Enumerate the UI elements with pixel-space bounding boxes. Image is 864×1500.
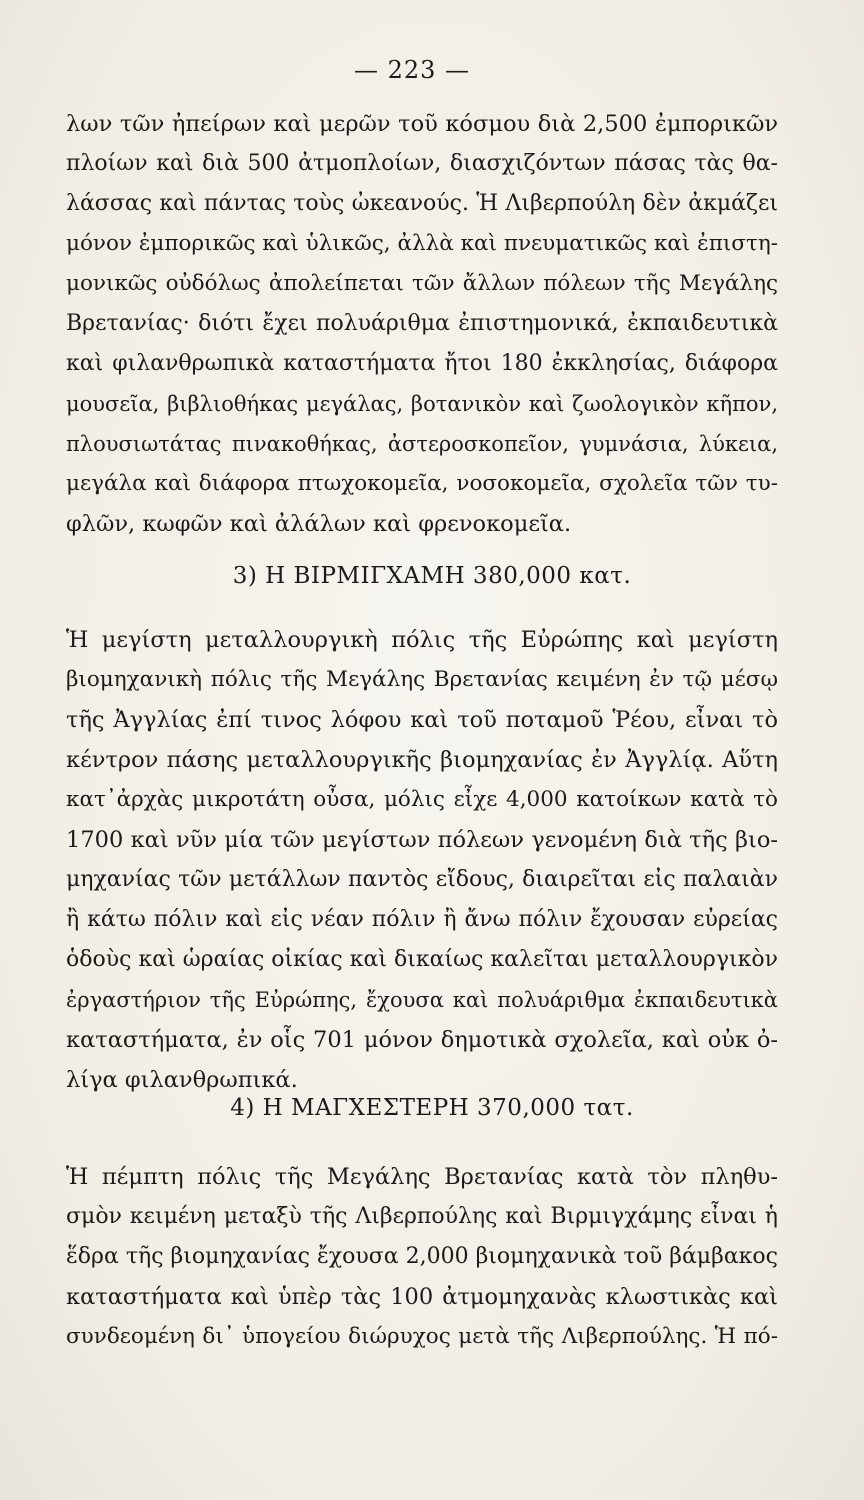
text-line: ὁδοὺς καὶ ὡραίας οἰκίας καὶ δικαίως καλεῖται μεταλλουργικὸν: [66, 947, 778, 972]
paragraph-birmingham: [66, 620, 778, 1100]
text-line: σμὸν κειμένη μεταξὺ τῆς Λιβερπούλης καὶ Βιρμιγχάμης εἶναι ἡ: [66, 1204, 778, 1229]
text-line: μονικῶς οὐδόλως ἀπολείπεται τῶν ἄλλων πόλεων τῆς Μεγάλης: [66, 271, 778, 296]
text-line: συνδεομένη δι᾽ ὑπογείου διώρυχος μετὰ τῆς Λιβερπούλης. Ἡ πό-: [66, 1324, 778, 1349]
text-line: ἐργαστήριον τῆς Εὐρώπης, ἔχουσα καὶ πολυάριθμα ἐκπαιδευτικὰ: [66, 988, 778, 1012]
paragraph-liverpool-continued: [66, 104, 778, 544]
text-line: τῆς Ἀγγλίας ἐπί τινος λόφου καὶ τοῦ ποταμοῦ Ῥέου, εἶναι τὸ: [66, 707, 778, 733]
page-number: — 223 —: [353, 56, 471, 84]
text-line: κατ᾽ἀρχὰς μικροτάτη οὖσα, μόλις εἶχε 4,000 κατοίκων κατὰ τὸ: [66, 787, 778, 812]
text-line: λάσσας καὶ πάντας τοὺς ὠκεανούς. Ἡ Λιβερπούλη δὲν ἀκμάζει: [66, 191, 778, 216]
paragraph-manchester: [66, 1157, 778, 1357]
section-heading-birmingham: 3) Η ΒΙΡΜΙΓΧΑΜΗ 380,000 κατ.: [232, 563, 632, 589]
text-line: μηχανίας τῶν μετάλλων παντὸς εἴδους, διαιρεῖται εἰς παλαιὰν: [66, 867, 778, 892]
text-line: 1700 καὶ νῦν μία τῶν μεγίστων πόλεων γενομένη διὰ τῆς βιο-: [66, 827, 778, 853]
text-line: Ἡ μεγίστη μεταλλουργικὴ πόλις τῆς Εὐρώπης καὶ μεγίστη: [66, 627, 778, 653]
text-line: μεγάλα καὶ διάφορα πτωχοκομεῖα, νοσοκομεῖα, σχολεῖα τῶν τυ-: [66, 471, 778, 496]
text-line: λίγα φιλανθρωπικά.: [66, 1067, 298, 1093]
text-line: Βρετανίας· διότι ἔχει πολυάριθμα ἐπιστημονικά, ἐκπαιδευτικὰ: [66, 311, 778, 336]
text-line: Ἡ πέμπτη πόλις τῆς Μεγάλης Βρετανίας κατὰ τὸν πληθυ-: [66, 1164, 778, 1190]
text-line: καταστήματα, ἐν οἷς 701 μόνον δημοτικὰ σχολεῖα, καὶ οὐκ ὀ-: [66, 1027, 778, 1053]
text-line: ἢ κάτω πόλιν καὶ εἰς νέαν πόλιν ἢ ἄνω πόλιν ἔχουσαν εὐρείας: [66, 907, 778, 932]
text-line: φλῶν, κωφῶν καὶ ἀλάλων καὶ φρενοκομεῖα.: [66, 511, 572, 537]
text-line: καὶ φιλανθρωπικὰ καταστήματα ἤτοι 180 ἐκκλησίας, διάφορα: [66, 351, 778, 376]
text-line: πλοίων καὶ διὰ 500 ἀτμοπλοίων, διασχιζόντων πάσας τὰς θα-: [66, 151, 778, 176]
text-line: καταστήματα καὶ ὑπὲρ τὰς 100 ἀτμομηχανὰς κλωστικὰς καὶ: [66, 1284, 778, 1310]
text-line: μόνον ἐμπορικῶς καὶ ὑλικῶς, ἀλλὰ καὶ πνευματικῶς καὶ ἐπιστη-: [66, 231, 778, 256]
text-line: πλουσιωτάτας πινακοθήκας, ἀστεροσκοπεῖον, γυμνάσια, λύκεια,: [66, 432, 778, 456]
text-line: κέντρον πάσης μεταλλουργικῆς βιομηχανίας ἐν Ἀγγλίᾳ. Αὕτη: [66, 747, 778, 773]
text-line: ἕδρα τῆς βιομηχανίας ἔχουσα 2,000 βιομηχανικὰ τοῦ βάμβακος: [66, 1244, 778, 1269]
text-line: λων τῶν ἠπείρων καὶ μερῶν τοῦ κόσμου διὰ 2,500 ἐμπορικῶν: [66, 111, 778, 137]
text-line: βιομηχανικὴ πόλις τῆς Μεγάλης Βρετανίας κειμένη ἐν τῷ μέσῳ: [66, 667, 778, 692]
section-heading-manchester: 4) Η ΜΑΓΧΕΣΤΕΡΗ 370,000 τατ.: [230, 1095, 634, 1121]
text-line: μουσεῖα, βιβλιοθήκας μεγάλας, βοτανικὸν καὶ ζωολογικὸν κῆπον,: [66, 392, 778, 416]
